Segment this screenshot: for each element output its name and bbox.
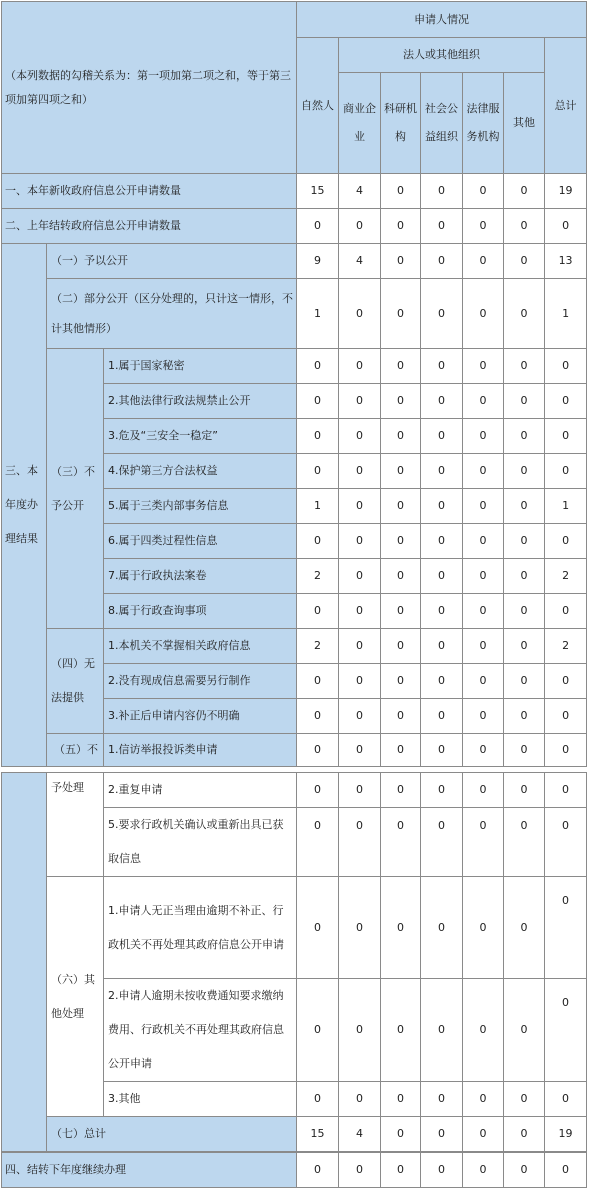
cell: 0 [339, 209, 381, 244]
cell: 13 [545, 244, 587, 279]
cell: 0 [545, 349, 587, 384]
cell: 1 [297, 489, 339, 524]
cell: 0 [545, 524, 587, 559]
cell: 0 [463, 699, 504, 734]
cell: 0 [297, 384, 339, 419]
cell: 0 [381, 664, 421, 699]
cell: 0 [339, 773, 381, 808]
cell: 0 [297, 524, 339, 559]
cell: 19 [545, 1117, 587, 1152]
cell: 0 [421, 629, 463, 664]
cell: 0 [421, 773, 463, 808]
row-new-requests [2, 174, 587, 209]
disclosure-table-top [1, 1, 587, 767]
cell: 0 [463, 174, 504, 209]
cell: 4 [339, 1117, 381, 1152]
row-label: 7.属于行政执法案卷 [104, 559, 297, 594]
cell: 0 [463, 1153, 504, 1188]
cell: 0 [504, 734, 545, 767]
cell: 0 [381, 808, 421, 877]
section-3-continuation [2, 773, 47, 1152]
cell: 0 [421, 209, 463, 244]
cell: 0 [463, 594, 504, 629]
cell: 0 [421, 244, 463, 279]
cell: 0 [381, 594, 421, 629]
cell: 2 [545, 629, 587, 664]
cell: 0 [381, 1153, 421, 1188]
cell: 0 [421, 279, 463, 349]
table-row [2, 629, 587, 664]
col-natural-person: 自然人 [297, 38, 339, 174]
cell: 0 [463, 773, 504, 808]
row-partial-open [2, 279, 587, 349]
cell: 0 [504, 174, 545, 209]
row-total [2, 1117, 587, 1152]
cell: 4 [339, 244, 381, 279]
cell: 0 [545, 808, 587, 877]
cell: 0 [504, 979, 545, 1082]
cell: 1 [545, 489, 587, 524]
row-label: 6.属于四类过程性信息 [104, 524, 297, 559]
cell: 0 [339, 349, 381, 384]
cell: 0 [504, 454, 545, 489]
cell: 0 [339, 877, 381, 979]
header-row-1 [2, 2, 587, 38]
cell: 0 [339, 384, 381, 419]
cell: 0 [297, 594, 339, 629]
group-label-cannot-provide: （四）无法提供 [47, 629, 104, 734]
applicant-header: 申请人情况 [297, 2, 587, 38]
row-carried-over [2, 209, 587, 244]
cell: 15 [297, 174, 339, 209]
group-label-no-process-cont: 予处理 [47, 773, 104, 877]
cell: 0 [421, 594, 463, 629]
cell: 0 [339, 664, 381, 699]
cell: 0 [339, 524, 381, 559]
cell: 0 [297, 664, 339, 699]
cell: 0 [504, 279, 545, 349]
cell: 0 [421, 454, 463, 489]
row-label: 四、结转下年度继续办理 [2, 1153, 297, 1188]
section-3-label: 三、本年度办理结果 [2, 244, 47, 767]
cell: 0 [381, 244, 421, 279]
cell: 4 [339, 174, 381, 209]
cell: 0 [504, 419, 545, 454]
cell: 0 [545, 594, 587, 629]
cell: 0 [545, 1153, 587, 1188]
col-business: 商业企业 [339, 73, 381, 174]
cell: 0 [339, 979, 381, 1082]
cell: 0 [381, 524, 421, 559]
cell: 0 [297, 209, 339, 244]
cell: 0 [463, 664, 504, 699]
cell: 2 [297, 559, 339, 594]
cell: 15 [297, 1117, 339, 1152]
cell: 2 [297, 629, 339, 664]
row-open [2, 244, 587, 279]
cell: 0 [297, 1082, 339, 1117]
row-label: 1.信访举报投诉类申请 [104, 734, 297, 767]
cell: 0 [339, 454, 381, 489]
cell: 0 [297, 1153, 339, 1188]
cell: 0 [421, 1117, 463, 1152]
legal-group-header: 法人或其他组织 [339, 38, 545, 73]
cell: 0 [421, 734, 463, 767]
row-label: 3.其他 [104, 1082, 297, 1117]
cell: 0 [463, 489, 504, 524]
group-label-other: （六）其他处理 [47, 877, 104, 1117]
cell: 19 [545, 174, 587, 209]
cell: 0 [545, 419, 587, 454]
cell: 0 [297, 773, 339, 808]
cell: 0 [463, 279, 504, 349]
note-cell: （本列数据的勾稽关系为：第一项加第二项之和，等于第三项加第四项之和） [2, 2, 297, 174]
cell: 0 [504, 349, 545, 384]
cell: 0 [504, 524, 545, 559]
row-label: 2.重复申请 [104, 773, 297, 808]
cell: 0 [381, 699, 421, 734]
table-row [2, 734, 587, 767]
cell: 0 [504, 664, 545, 699]
cell: 0 [463, 979, 504, 1082]
cell: 0 [381, 384, 421, 419]
cell: 0 [381, 773, 421, 808]
cell: 0 [297, 979, 339, 1082]
cell: 0 [381, 174, 421, 209]
cell: 0 [545, 664, 587, 699]
cell: 0 [421, 419, 463, 454]
table-row [2, 773, 587, 808]
cell: 0 [463, 629, 504, 664]
cell: 0 [421, 808, 463, 877]
cell: 1 [545, 279, 587, 349]
cell: 0 [381, 734, 421, 767]
row-label: 二、上年结转政府信息公开申请数量 [2, 209, 297, 244]
cell: 0 [381, 1117, 421, 1152]
cell: 0 [297, 454, 339, 489]
cell: 0 [545, 699, 587, 734]
cell: 0 [381, 279, 421, 349]
row-label: 1.属于国家秘密 [104, 349, 297, 384]
cell: 0 [339, 734, 381, 767]
col-research: 科研机构 [381, 73, 421, 174]
col-total: 总计 [545, 38, 587, 174]
cell: 0 [381, 629, 421, 664]
cell: 0 [504, 244, 545, 279]
cell: 2 [545, 559, 587, 594]
col-legal-service: 法律服务机构 [463, 73, 504, 174]
cell: 0 [504, 384, 545, 419]
row-label: 8.属于行政查询事项 [104, 594, 297, 629]
row-label: 5.属于三类内部事务信息 [104, 489, 297, 524]
row-label: （二）部分公开（区分处理的，只计这一情形，不计其他情形） [47, 279, 297, 349]
row-label: 2.申请人逾期未按收费通知要求缴纳费用、行政机关不再处理其政府信息公开申请 [104, 979, 297, 1082]
cell: 0 [297, 877, 339, 979]
cell: 0 [545, 877, 587, 979]
cell: 0 [545, 773, 587, 808]
cell: 0 [421, 1153, 463, 1188]
cell: 0 [504, 594, 545, 629]
cell: 0 [297, 699, 339, 734]
cell: 0 [381, 877, 421, 979]
cell: 0 [504, 699, 545, 734]
cell: 0 [339, 419, 381, 454]
cell: 0 [339, 699, 381, 734]
row-label: 一、本年新收政府信息公开申请数量 [2, 174, 297, 209]
cell: 0 [463, 524, 504, 559]
cell: 0 [504, 808, 545, 877]
row-label: 3.补正后申请内容仍不明确 [104, 699, 297, 734]
table-row [2, 349, 587, 384]
cell: 0 [421, 174, 463, 209]
cell: 0 [297, 349, 339, 384]
cell: 0 [463, 419, 504, 454]
cell: 0 [504, 629, 545, 664]
cell: 0 [545, 734, 587, 767]
cell: 0 [421, 1082, 463, 1117]
cell: 0 [421, 699, 463, 734]
disclosure-table-footer [1, 1152, 587, 1188]
cell: 0 [297, 419, 339, 454]
cell: 0 [421, 489, 463, 524]
row-label: 2.其他法律行政法规禁止公开 [104, 384, 297, 419]
row-label: （七）总计 [47, 1117, 297, 1152]
cell: 0 [463, 734, 504, 767]
cell: 0 [421, 349, 463, 384]
cell: 0 [504, 489, 545, 524]
cell: 0 [421, 664, 463, 699]
cell: 0 [421, 524, 463, 559]
row-label: 3.危及“三安全一稳定” [104, 419, 297, 454]
row-label: 5.要求行政机关确认或重新出具已获取信息 [104, 808, 297, 877]
cell: 0 [339, 1153, 381, 1188]
cell: 0 [504, 1082, 545, 1117]
table-row [2, 877, 587, 979]
cell: 0 [463, 877, 504, 979]
cell: 0 [545, 1082, 587, 1117]
cell: 0 [339, 489, 381, 524]
cell: 0 [381, 489, 421, 524]
cell: 9 [297, 244, 339, 279]
cell: 0 [504, 209, 545, 244]
cell: 0 [339, 1082, 381, 1117]
disclosure-table-bottom [1, 772, 587, 1152]
cell: 0 [463, 209, 504, 244]
row-label: 1.申请人无正当理由逾期不补正、行政机关不再处理其政府信息公开申请 [104, 877, 297, 979]
cell: 0 [381, 349, 421, 384]
cell: 0 [504, 1117, 545, 1152]
cell: 0 [339, 629, 381, 664]
cell: 0 [504, 773, 545, 808]
cell: 0 [463, 384, 504, 419]
cell: 0 [545, 209, 587, 244]
cell: 0 [297, 808, 339, 877]
cell: 0 [421, 384, 463, 419]
cell: 0 [463, 244, 504, 279]
cell: 0 [297, 734, 339, 767]
group-label-not-open: （三）不予公开 [47, 349, 104, 629]
row-label: 2.没有现成信息需要另行制作 [104, 664, 297, 699]
col-other: 其他 [504, 73, 545, 174]
cell: 0 [421, 877, 463, 979]
cell: 0 [504, 559, 545, 594]
cell: 0 [463, 349, 504, 384]
cell: 0 [463, 1082, 504, 1117]
cell: 0 [381, 419, 421, 454]
cell: 0 [339, 808, 381, 877]
cell: 0 [381, 454, 421, 489]
cell: 0 [339, 559, 381, 594]
cell: 0 [545, 979, 587, 1082]
cell: 0 [463, 559, 504, 594]
cell: 0 [381, 559, 421, 594]
cell: 0 [339, 594, 381, 629]
cell: 0 [545, 384, 587, 419]
cell: 0 [381, 979, 421, 1082]
row-label: （一）予以公开 [47, 244, 297, 279]
group-label-no-process: （五）不 [47, 734, 104, 767]
row-label: 4.保护第三方合法权益 [104, 454, 297, 489]
cell: 0 [504, 1153, 545, 1188]
cell: 0 [545, 454, 587, 489]
row-label: 1.本机关不掌握相关政府信息 [104, 629, 297, 664]
row-carry-next-year [2, 1153, 587, 1188]
cell: 0 [381, 209, 421, 244]
cell: 1 [297, 279, 339, 349]
cell: 0 [421, 979, 463, 1082]
cell: 0 [381, 1082, 421, 1117]
cell: 0 [504, 877, 545, 979]
cell: 0 [463, 454, 504, 489]
cell: 0 [339, 279, 381, 349]
cell: 0 [421, 559, 463, 594]
col-public-welfare: 社会公益组织 [421, 73, 463, 174]
cell: 0 [463, 1117, 504, 1152]
cell: 0 [463, 808, 504, 877]
